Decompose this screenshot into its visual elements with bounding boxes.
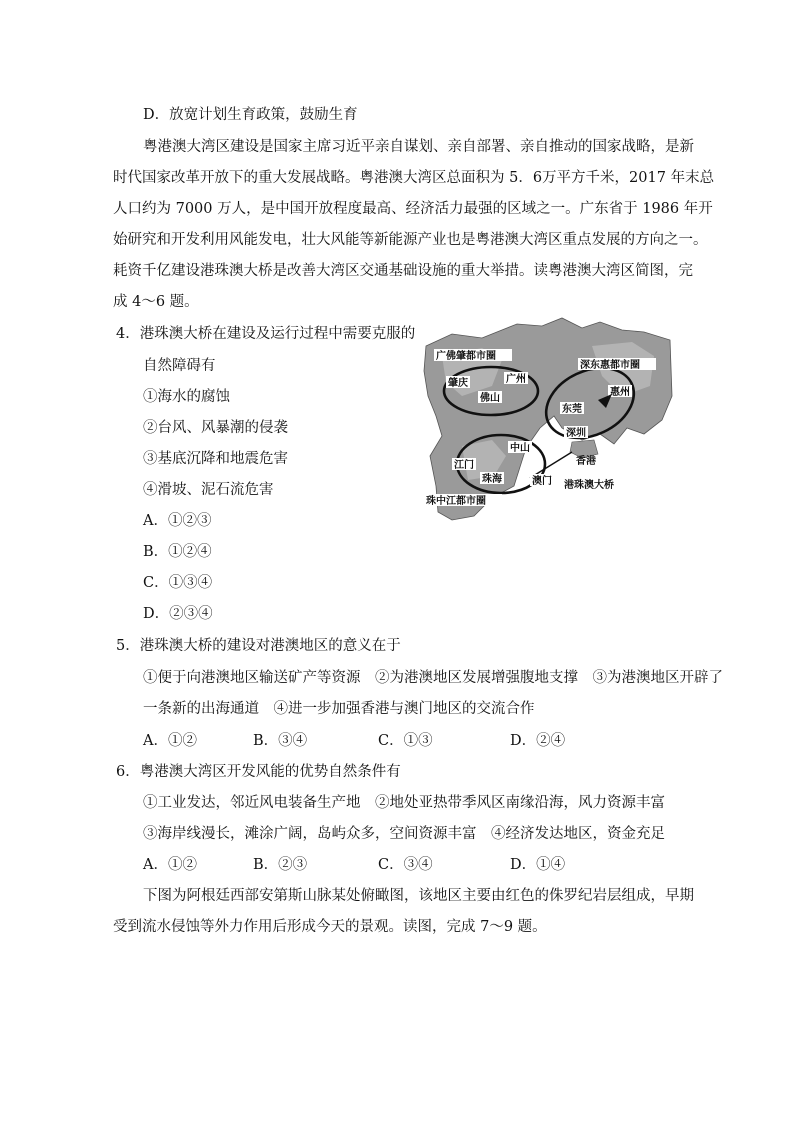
label-zhaoqing: 肇庆 (448, 378, 468, 389)
q4-item: ②台风、风暴潮的侵袭 (143, 420, 288, 436)
passage-line: 粤港澳大湾区建设是国家主席习近平亲自谋划、亲自部署、亲自推动的国家战略，是新 (143, 139, 694, 155)
q5-option-d[interactable]: D．②④ (510, 733, 566, 749)
q5-items-line: 一条新的出海通道 ④进一步加强香港与澳门地区的交流合作 (143, 701, 535, 717)
q6-items-line: ③海岸线漫长，滩涂广阔，岛屿众多，空间资源丰富 ④经济发达地区，资金充足 (143, 826, 665, 842)
label-foshan: 佛山 (480, 393, 500, 404)
q4-item: ①海水的腐蚀 (143, 389, 230, 405)
label-macau: 澳门 (532, 476, 552, 487)
passage-line: 下图为阿根廷西部安第斯山脉某处俯瞰图，该地区主要由红色的侏罗纪岩层组成，早期 (143, 888, 694, 904)
passage-line: 始研究和开发利用风能发电，壮大风能等新能源产业也是粤港澳大湾区重点发展的方向之一。 (113, 232, 708, 248)
passage-line: 受到流水侵蚀等外力作用后形成今天的景观。读图，完成 7～9 题。 (113, 919, 547, 935)
passage-line: 成 4～6 题。 (113, 294, 199, 310)
label-bridge: 港珠澳大桥 (564, 480, 614, 491)
passage-line: 人口约为 7000 万人，是中国开放程度最高、经济活力最强的区域之一。广东省于 1986 年开 (113, 201, 713, 217)
q4-option-b[interactable]: B．①②④ (143, 544, 212, 560)
label-gz-circle: 广佛肇都市圈 (436, 351, 496, 362)
label-sz-circle: 深东惠都市圈 (580, 360, 640, 371)
q4-stem: 4．港珠澳大桥在建设及运行过程中需要克服的 (116, 326, 416, 342)
label-dongguan: 东莞 (562, 404, 582, 415)
q6-option-d[interactable]: D．①④ (510, 857, 566, 873)
passage-line: 耗资千亿建设港珠澳大桥是改善大湾区交通基础设施的重大举措。读粤港澳大湾区简图，完 (113, 263, 693, 279)
q4-option-c[interactable]: C．①③④ (143, 575, 213, 591)
label-huizhou: 惠州 (610, 387, 630, 398)
q4-option-a[interactable]: A．①②③ (143, 513, 212, 529)
q5-option-a[interactable]: A．①② (143, 733, 197, 749)
label-zj-circle: 珠中江都市圈 (426, 496, 486, 507)
q4-stem-cont: 自然障碍有 (143, 358, 216, 374)
q5-option-b[interactable]: B．③④ (253, 733, 308, 749)
q5-stem: 5．港珠澳大桥的建设对港澳地区的意义在于 (116, 638, 401, 654)
label-zhuhai: 珠海 (482, 474, 502, 485)
q6-option-a[interactable]: A．①② (143, 857, 197, 873)
label-shenzhen: 深圳 (566, 428, 586, 439)
q6-stem: 6．粤港澳大湾区开发风能的优势自然条件有 (116, 764, 401, 780)
q5-option-c[interactable]: C．①③ (378, 733, 433, 749)
label-jiangmen: 江门 (454, 460, 474, 471)
passage-line: 时代国家改革开放下的重大发展战略。粤港澳大湾区总面积为 5．6万平方千米，2017 年末总 (113, 170, 715, 186)
prev-option-d: D．放宽计划生育政策，鼓励生育 (143, 107, 358, 123)
label-zhongshan: 中山 (510, 443, 530, 454)
q6-option-c[interactable]: C．③④ (378, 857, 433, 873)
label-guangzhou: 广州 (506, 374, 526, 385)
q6-option-b[interactable]: B．②③ (253, 857, 308, 873)
q6-items-line: ①工业发达，邻近风电装备生产地 ②地处亚热带季风区南缘沿海，风力资源丰富 (143, 795, 665, 811)
q4-item: ④滑坡、泥石流危害 (143, 482, 274, 498)
label-hongkong: 香港 (576, 456, 596, 467)
q5-items-line: ①便于向港澳地区输送矿产等资源 ②为港澳地区发展增强腹地支撑 ③为港澳地区开辟了 (143, 670, 723, 686)
q4-option-d[interactable]: D．②③④ (143, 606, 213, 622)
gba-map (422, 316, 674, 524)
q4-item: ③基底沉降和地震危害 (143, 451, 288, 467)
